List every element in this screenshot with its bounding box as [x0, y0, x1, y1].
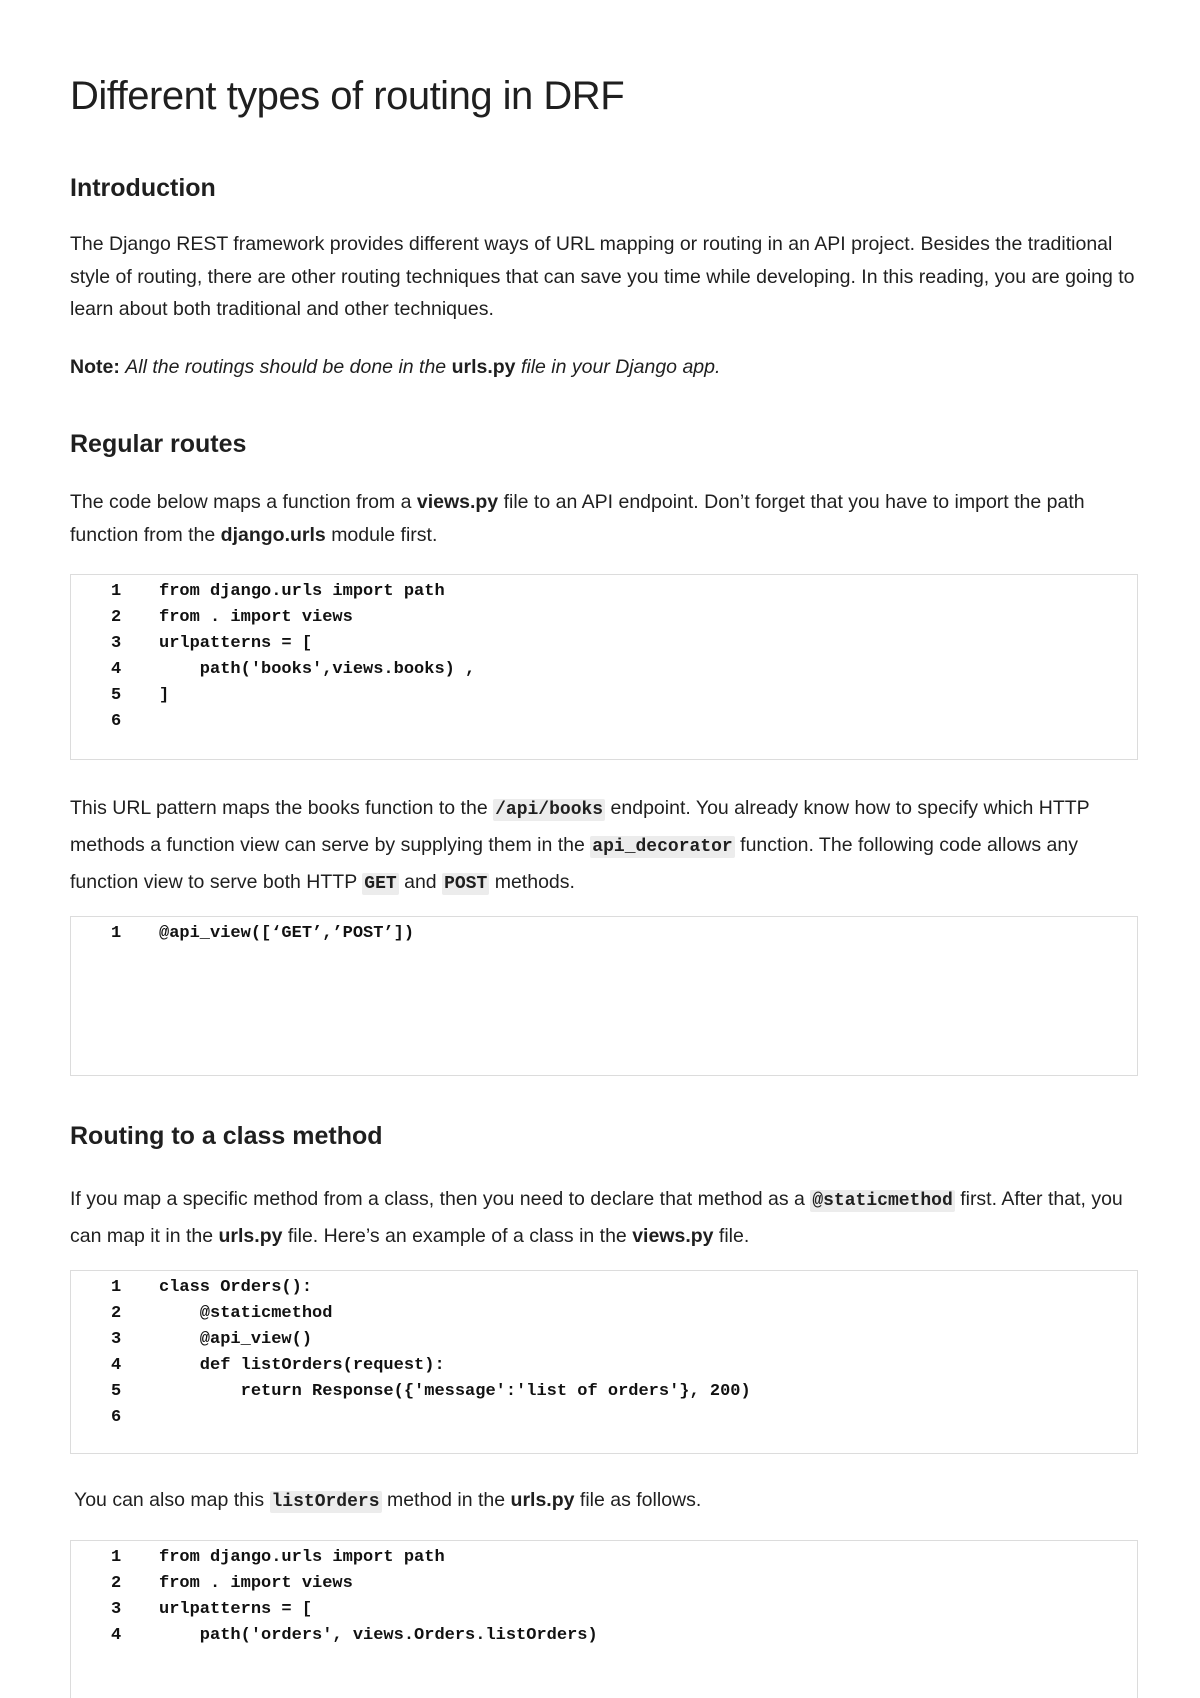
line-number: 3 [111, 1330, 122, 1349]
code-line [71, 921, 1137, 947]
bold-filename: views.py [632, 1225, 714, 1247]
note-bold: urls.py [451, 356, 516, 378]
code-line [71, 579, 1137, 605]
text: first. After that, you can map it in the [70, 1188, 1123, 1247]
code-text: path('orders', views.Orders.listOrders) [159, 1626, 598, 1645]
code-block-api-view[interactable] [70, 916, 1138, 1076]
line-number: 4 [111, 1626, 122, 1645]
code-text: urlpatterns = [ [159, 1600, 313, 1619]
line-number: 2 [111, 1304, 122, 1323]
code-text: @api_view([‘GET’,’POST’]) [159, 924, 415, 943]
line-number: 6 [111, 712, 122, 731]
code-line [71, 1405, 1137, 1431]
heading-introduction: Introduction [70, 174, 216, 202]
code-text: from django.urls import path [159, 1548, 445, 1567]
text: methods. [494, 871, 575, 893]
code-line [71, 683, 1137, 709]
code-line [71, 1545, 1137, 1571]
inline-code-post: POST [444, 874, 488, 894]
text: function. The following code allows any function view to serve both HTTP [70, 834, 1078, 893]
text: This URL pattern maps the books function to the [70, 797, 488, 819]
text: If you map a specific method from a class, then you need to declare that method as a [70, 1188, 805, 1210]
code-text: path('books',views.books) , [159, 660, 476, 679]
code-line [71, 1327, 1137, 1353]
line-number: 1 [111, 582, 122, 601]
code-line [71, 1379, 1137, 1405]
text: file. [718, 1225, 750, 1247]
note-text-2: file in your Django app. [520, 356, 721, 378]
code-block-urls[interactable] [70, 574, 1138, 760]
code-line [71, 1571, 1137, 1597]
code-line [71, 1353, 1137, 1379]
text: method in the [386, 1489, 506, 1511]
regular-paragraph-2 [70, 791, 1140, 902]
inline-code-listorders: listOrders [271, 1492, 380, 1512]
heading-class-method: Routing to a class method [70, 1122, 383, 1150]
bold-filename: urls.py [218, 1225, 283, 1247]
code-text: from . import views [159, 1574, 353, 1593]
text: You can also map this [74, 1489, 265, 1511]
text: file. Here’s an example of a class in the [287, 1225, 627, 1247]
line-number: 5 [111, 686, 122, 705]
note-text-1: All the routings should be done in the [125, 356, 447, 378]
code-text: urlpatterns = [ [159, 634, 313, 653]
inline-code-staticmethod: @staticmethod [812, 1191, 953, 1211]
text: and [404, 871, 437, 893]
regular-paragraph-1 [70, 486, 1140, 551]
line-number: 6 [111, 1408, 122, 1427]
bold-filename: views.py [416, 491, 499, 513]
text: file as follows. [579, 1489, 702, 1511]
note-label: Note: [70, 356, 120, 378]
intro-paragraph: The Django REST framework provides different ways of URL mapping or routing in an API project. Besides the traditional style of routing, there are other routing techniques that can save you time while developing. In this reading, you are going to learn about both traditional and other techniques. [70, 233, 1135, 320]
line-number: 1 [111, 1548, 122, 1567]
bold-filename: urls.py [510, 1489, 575, 1511]
code-text: def listOrders(request): [159, 1356, 445, 1375]
line-number: 4 [111, 1356, 122, 1375]
classmethod-paragraph-1 [70, 1182, 1140, 1254]
code-text: ] [159, 686, 170, 705]
code-block-orders-urls[interactable] [70, 1540, 1138, 1698]
code-line [71, 631, 1137, 657]
text: endpoint. You already know how to specify which HTTP methods a function view can serve by supplying them in the [70, 797, 1090, 856]
code-text: return Response({'message':'list of orders'}, 200) [159, 1382, 751, 1401]
inline-code-endpoint: /api/books [495, 800, 604, 820]
code-line [71, 1597, 1137, 1623]
code-text: @api_view() [159, 1330, 313, 1349]
line-number: 3 [111, 1600, 122, 1619]
line-number: 3 [111, 634, 122, 653]
code-line [71, 1275, 1137, 1301]
text: file to an API endpoint. Don’t forget that you have to import the path function from the [70, 491, 1085, 546]
code-line [71, 709, 1137, 735]
line-number: 2 [111, 608, 122, 627]
code-text: from . import views [159, 608, 353, 627]
code-line [71, 1301, 1137, 1327]
text: module first. [331, 523, 438, 546]
line-number: 4 [111, 660, 122, 679]
code-line [71, 605, 1137, 631]
line-number: 1 [111, 1278, 122, 1297]
classmethod-paragraph-2 [74, 1484, 1144, 1519]
code-text: @staticmethod [159, 1304, 333, 1323]
page-title: Different types of routing in DRF [70, 74, 625, 118]
heading-regular-routes: Regular routes [70, 430, 247, 458]
code-line [71, 1623, 1137, 1649]
bold-module: django.urls [220, 523, 326, 546]
code-block-orders-class[interactable] [70, 1270, 1138, 1454]
inline-code-decorator: api_decorator [592, 837, 733, 857]
text: The code below maps a function from a [70, 491, 412, 513]
line-number: 1 [111, 924, 122, 943]
code-text: from django.urls import path [159, 582, 445, 601]
line-number: 2 [111, 1574, 122, 1593]
note-paragraph [70, 351, 1140, 384]
inline-code-get: GET [364, 874, 397, 894]
code-text: class Orders(): [159, 1278, 313, 1297]
code-line [71, 657, 1137, 683]
line-number: 5 [111, 1382, 122, 1401]
